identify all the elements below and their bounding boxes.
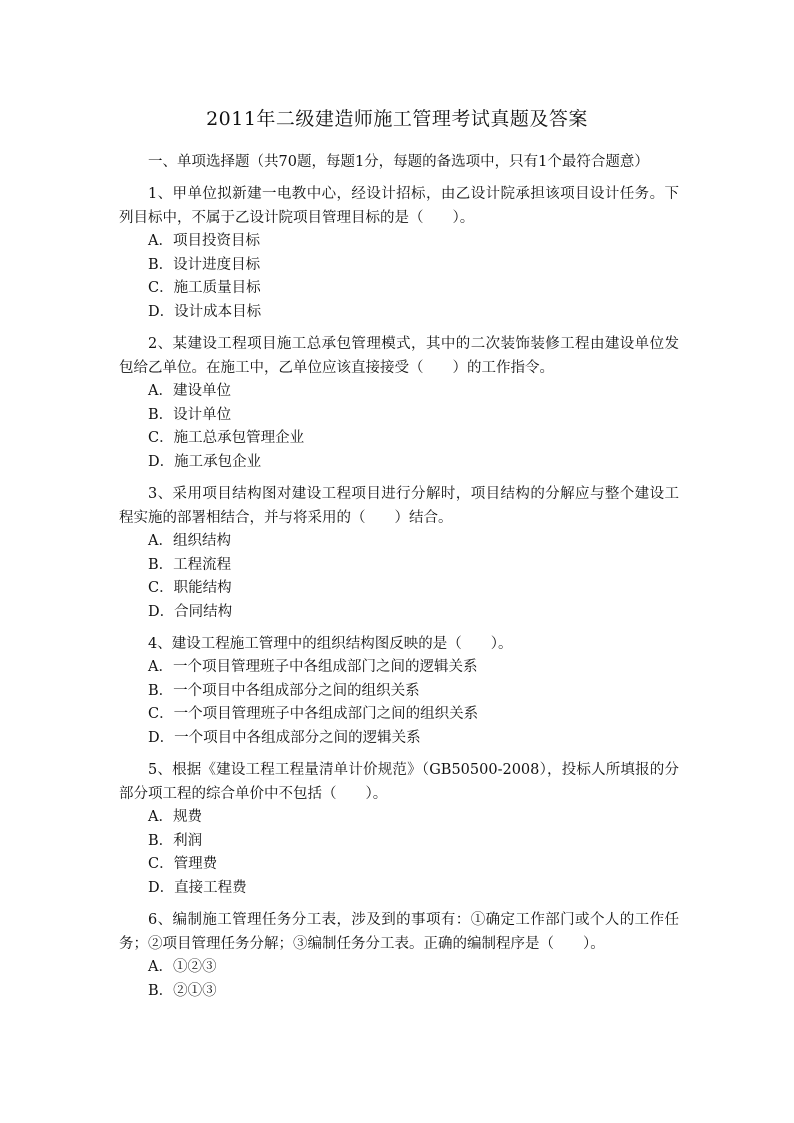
option-b: B．工程流程 <box>148 556 232 573</box>
question-list <box>119 182 679 1011</box>
option-d: D．施工承包企业 <box>148 453 262 470</box>
option-a: A．建设单位 <box>148 383 231 399</box>
question-stem: 4、建设工程施工管理中的组织结构图反映的是（ ）。 <box>148 636 513 652</box>
option-c: C．职能结构 <box>148 580 232 596</box>
option-d: D．直接工程费 <box>148 879 247 896</box>
option-c: C．施工总承包管理企业 <box>148 430 305 446</box>
option-c: C．施工质量目标 <box>148 280 261 296</box>
option-c: C．管理费 <box>148 856 218 872</box>
question-stem: 1、甲单位拟新建一电教中心，经设计招标，由乙设计院承担该项目设计任务。下列目标中，不属于乙设计院项目管理目标的是（ ）。 <box>119 186 679 226</box>
option-b: B．设计单位 <box>148 406 232 423</box>
option-d: D．合同结构 <box>148 603 233 620</box>
option-b: B．利润 <box>148 832 203 849</box>
question-2 <box>119 332 679 474</box>
question-5 <box>119 758 679 900</box>
question-4 <box>119 632 679 750</box>
option-a: A．规费 <box>148 809 202 825</box>
option-c: C．一个项目管理班子中各组成部门之间的组织关系 <box>148 706 479 722</box>
question-6 <box>119 908 679 1003</box>
question-stem: 2、某建设工程项目施工总承包管理模式，其中的二次装饰装修工程由建设单位发包给乙单位。在施工中，乙单位应该直接接受（ ）的工作指令。 <box>119 336 679 376</box>
option-d: D．一个项目中各组成部分之间的逻辑关系 <box>148 729 421 746</box>
option-a: A．组织结构 <box>148 533 231 549</box>
option-d: D．设计成本目标 <box>148 303 262 320</box>
option-a: A．①②③ <box>148 959 217 975</box>
option-b: B．设计进度目标 <box>148 256 261 273</box>
question-stem: 5、根据《建设工程工程量清单计价规范》（GB50500-2008），投标人所填报的分部分项工程的综合单价中不包括（ ）。 <box>119 762 679 802</box>
option-a: A．项目投资目标 <box>148 233 260 249</box>
document-title: 2011年二级建造师施工管理考试真题及答案 <box>206 108 588 130</box>
question-stem: 6、编制施工管理任务分工表，涉及到的事项有：①确定工作部门或个人的工作任务；②项目管理任务分解；③编制任务分工表。正确的编制程序是（ ）。 <box>119 912 679 952</box>
option-a: A．一个项目管理班子中各组成部门之间的逻辑关系 <box>148 659 478 675</box>
section-heading: 一、单项选择题（共70题，每题1分，每题的备选项中，只有1个最符合题意） <box>148 154 649 170</box>
option-b: B．一个项目中各组成部分之间的组织关系 <box>148 682 420 699</box>
question-stem: 3、采用项目结构图对建设工程项目进行分解时，项目结构的分解应与整个建设工程实施的部署相结合，并与将采用的（ ）结合。 <box>119 486 679 526</box>
question-1 <box>119 182 679 324</box>
option-b: B．②①③ <box>148 982 217 999</box>
question-3 <box>119 482 679 624</box>
